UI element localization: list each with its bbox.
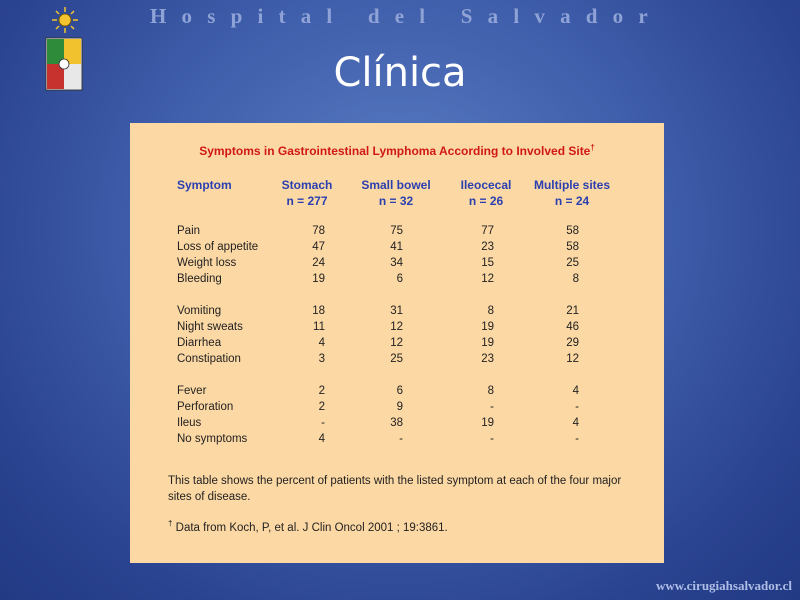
column-header-n: n = 32 xyxy=(378,194,414,208)
table-title-text: Symptoms in Gastrointestinal Lymphoma According to Involved Site xyxy=(199,144,591,158)
row-label: Fever xyxy=(177,385,207,397)
footer-url: www.cirugiahsalvador.cl xyxy=(655,578,792,593)
table-cell: 2 xyxy=(318,385,325,397)
column-header-name: Small bowel xyxy=(361,178,431,192)
table-cell: 4 xyxy=(572,417,579,429)
table-cell: 24 xyxy=(312,257,325,269)
table-cell: - xyxy=(321,417,325,429)
column-header-name: Stomach xyxy=(281,178,333,192)
table-cell: 6 xyxy=(396,273,403,285)
column-header-multiple-sites xyxy=(526,177,618,209)
column-header-n: n = 26 xyxy=(468,194,504,208)
column-header-n: n = 24 xyxy=(554,194,590,208)
table-cell: 12 xyxy=(481,273,494,285)
table-cell: 9 xyxy=(396,401,403,413)
hospital-header: Hospital del Salvador xyxy=(150,4,663,28)
table-cell: 29 xyxy=(566,337,579,349)
row-label: Weight loss xyxy=(177,257,237,269)
table-cell: 8 xyxy=(487,305,494,317)
table-cell: 47 xyxy=(312,241,325,253)
column-header-name: Multiple sites xyxy=(533,178,610,192)
table-cell: 12 xyxy=(566,353,579,365)
table-title xyxy=(130,143,664,158)
row-label: Ileus xyxy=(177,417,202,429)
footnote-mark: † xyxy=(168,519,173,528)
table-cell: 78 xyxy=(312,225,325,237)
table-cell: 19 xyxy=(481,321,494,333)
footnote-text: Data from Koch, P, et al. J Clin Oncol 2001 ; 19:3861. xyxy=(172,521,448,534)
table-cell: 19 xyxy=(312,273,325,285)
table-cell: 77 xyxy=(481,225,494,237)
table-title-mark: † xyxy=(590,143,595,152)
row-label: Loss of appetite xyxy=(177,241,259,253)
table-cell: 4 xyxy=(318,433,325,445)
row-label: Constipation xyxy=(177,353,241,365)
table-cell: 2 xyxy=(318,401,325,413)
table-cell: 8 xyxy=(572,273,579,285)
column-header-ileocecal xyxy=(450,177,522,209)
table-cell: 12 xyxy=(390,337,403,349)
table-cell: 11 xyxy=(313,321,325,333)
symptoms-table-panel xyxy=(130,123,664,563)
table-cell: - xyxy=(399,433,403,445)
row-label: No symptoms xyxy=(177,433,248,445)
table-cell: 8 xyxy=(487,385,494,397)
table-cell: 4 xyxy=(572,385,579,397)
table-cell: 23 xyxy=(481,353,494,365)
row-label: Diarrhea xyxy=(177,337,222,349)
table-cell: 12 xyxy=(390,321,403,333)
row-label: Bleeding xyxy=(177,273,222,285)
table-cell: 4 xyxy=(318,337,325,349)
column-header-stomach xyxy=(270,177,344,209)
table-cell: 19 xyxy=(481,417,494,429)
column-header-n: n = 277 xyxy=(286,194,328,208)
table-cell: 34 xyxy=(390,257,403,269)
table-cell: 25 xyxy=(566,257,579,269)
page-title: Clínica xyxy=(333,50,467,96)
table-cell: 38 xyxy=(390,417,403,429)
row-label: Night sweats xyxy=(177,321,243,333)
table-cell: 31 xyxy=(390,305,403,317)
row-label: Pain xyxy=(177,225,201,237)
table-cell: 19 xyxy=(481,337,494,349)
table-cell: 23 xyxy=(481,241,494,253)
table-cell: 3 xyxy=(318,353,325,365)
table-cell: 58 xyxy=(566,225,579,237)
table-cell: 75 xyxy=(390,225,403,237)
column-header-symptom: Symptom xyxy=(177,178,232,192)
row-label: Perforation xyxy=(177,401,234,413)
table-cell: - xyxy=(490,433,494,445)
table-note: This table shows the percent of patients with the listed symptom at each of the four major sites of disease. xyxy=(168,475,622,503)
table-cell: - xyxy=(575,433,579,445)
table-cell: 6 xyxy=(396,385,403,397)
row-label: Vomiting xyxy=(177,305,222,317)
table-cell: 18 xyxy=(312,305,325,317)
column-header-small-bowel xyxy=(354,177,438,209)
table-cell: 25 xyxy=(390,353,403,365)
table-cell: - xyxy=(490,401,494,413)
table-cell: - xyxy=(575,401,579,413)
column-header-name: Ileocecal xyxy=(460,178,512,192)
table-cell: 15 xyxy=(481,257,494,269)
table-footnote xyxy=(168,519,448,534)
sun-emblem-icon xyxy=(52,7,78,33)
table-cell: 58 xyxy=(566,241,579,253)
table-cell: 46 xyxy=(566,321,579,333)
table-cell: 41 xyxy=(390,241,403,253)
table-cell: 21 xyxy=(566,305,579,317)
